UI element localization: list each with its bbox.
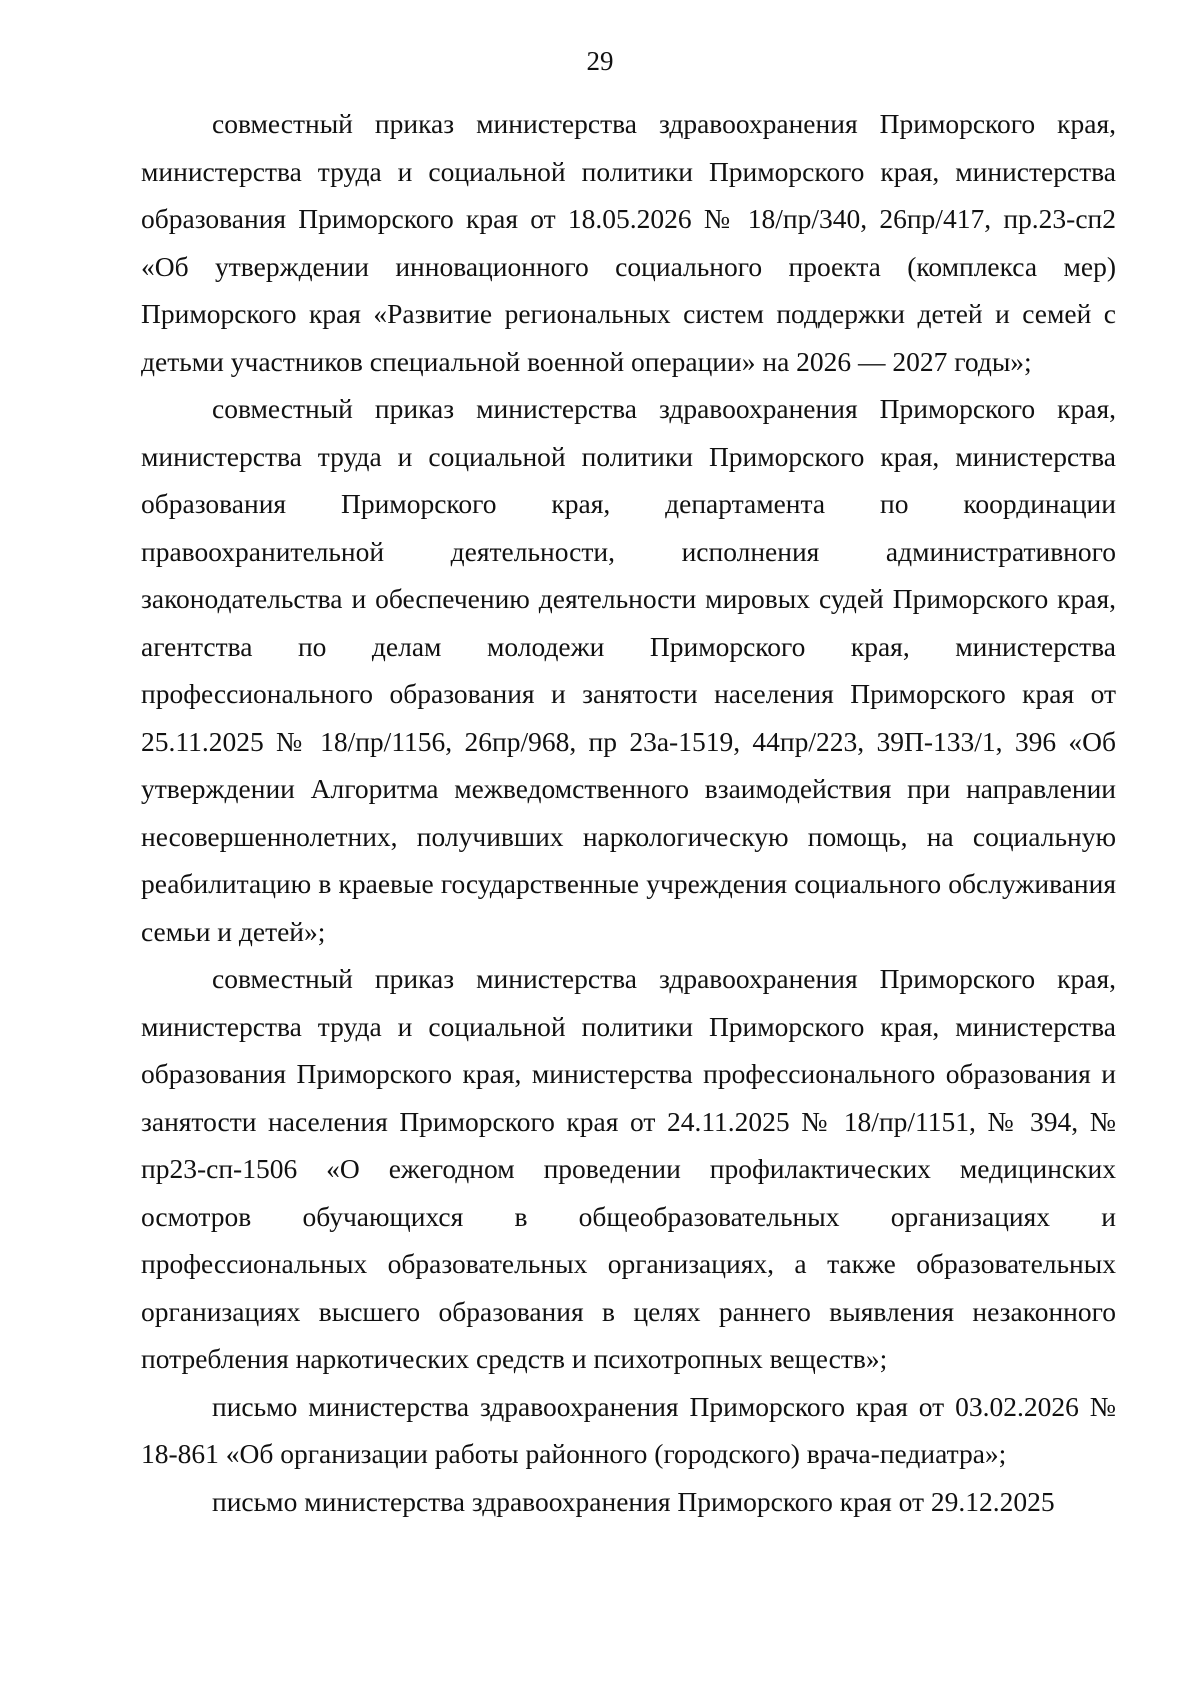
paragraph-letter-pediatrician: письмо министерства здравоохранения Приморского края от 03.02.2026 № 18-861 «Об организации работы районного (городского) врача-педиатра»; bbox=[141, 1390, 1116, 1469]
page-number: 29 bbox=[586, 46, 614, 76]
paragraph-joint-order-rehabilitation-algorithm: совместный приказ министерства здравоохранения Приморского края, министерства труда и социальной политики Приморского края, министерства образования Приморского края, департамента по координации правоохранительной деятельности, исполнения административного законодательства и обеспечению деятельности мировых судей Приморского края, агентства по делам молодежи Приморского края, министерства профессионального образования и занятости населения Приморского края от 25.11.2025 № 18/пр/1156, 26пр/968, пр 23а-1519, 44пр/223, 39П-133/1, 396 «Об утверждении Алгоритма межведомственного взаимодействия при направлении несовершеннолетних, получивших наркологическую помощь, на социальную реабилитацию в краевые государственные учреждения социального обслуживания семьи и детей»; bbox=[141, 393, 1116, 947]
paragraph-joint-order-medical-examinations: совместный приказ министерства здравоохранения Приморского края, министерства труда и социальной политики Приморского края, министерства образования Приморского края, министерства профессионального образования и занятости населения Приморского края от 24.11.2025 № 18/пр/1151, № 394, № пр23-сп-1506 «О ежегодном проведении профилактических медицинских осмотров обучающихся в общеобразовательных организациях и профессиональных образовательных организациях, а также образовательных организациях высшего образования в целях раннего выявления незаконного потребления наркотических средств и психотропных веществ»; bbox=[141, 963, 1116, 1374]
paragraph-letter-partial: письмо министерства здравоохранения Приморского края от 29.12.2025 bbox=[212, 1485, 1055, 1517]
paragraph-joint-order-support-families: совместный приказ министерства здравоохранения Приморского края, министерства труда и социальной политики Приморского края, министерства образования Приморского края от 18.05.2026 № 18/пр/340, 26пр/417, пр.23-сп2 «Об утверждении инновационного социального проекта (комплекса мер) Приморского края «Развитие региональных систем поддержки детей и семей с детьми участников специальной военной операции» на 2026 — 2027 годы»; bbox=[141, 108, 1116, 377]
document-body bbox=[141, 100, 1116, 1525]
